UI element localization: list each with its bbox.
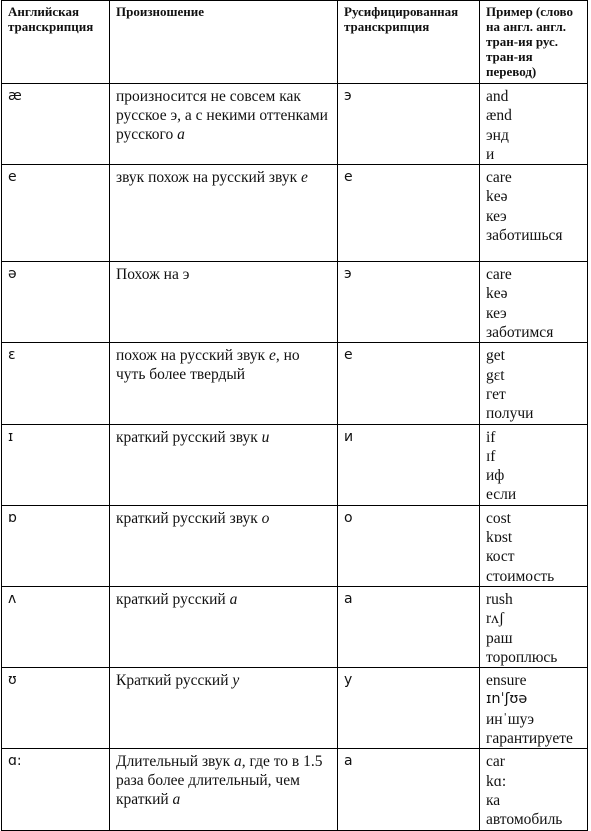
example-rus-transcription: кеэ	[486, 207, 507, 225]
ipa-symbol-cell: ɑ:	[2, 749, 110, 830]
example-rus-transcription: инˈшуэ	[486, 710, 535, 728]
example-rus-transcription: иф	[486, 467, 505, 485]
header-english-transcription: Английская транскрипция	[2, 1, 110, 84]
russified-cell: а	[338, 749, 480, 830]
table-row	[2, 343, 588, 424]
header-row	[2, 1, 588, 84]
example-translation: заботишься	[486, 227, 563, 245]
russified-cell: е	[338, 343, 480, 424]
example-cell	[480, 586, 588, 667]
ipa-symbol-cell: e	[2, 165, 110, 262]
example-translation: и	[486, 145, 495, 163]
table-row	[2, 84, 588, 165]
example-rus-transcription: энд	[486, 126, 509, 144]
russified-cell: и	[338, 424, 480, 505]
example-rus-transcription: кост	[486, 548, 515, 566]
example-word: car	[486, 753, 505, 771]
pronunciation-cell: произносится не совсем как русское э, а с некими оттенками русского а	[110, 84, 338, 165]
table-row	[2, 749, 588, 830]
russified-cell: о	[338, 505, 480, 586]
transcription-table	[1, 0, 588, 831]
example-eng-transcription: keə	[486, 188, 508, 206]
pronunciation-cell: похож на русский звук е, но чуть более твердый	[110, 343, 338, 424]
example-word: care	[486, 169, 512, 187]
ipa-symbol-cell: ɪ	[2, 424, 110, 505]
example-word: cost	[486, 509, 511, 527]
example-word: get	[486, 347, 505, 365]
russified-cell: е	[338, 165, 480, 262]
example-translation: тороплюсь	[486, 648, 558, 666]
pronunciation-cell: Похож на э	[110, 262, 338, 343]
table-row	[2, 505, 588, 586]
example-eng-transcription: rʌʃ	[486, 610, 505, 628]
example-rus-transcription: ка	[486, 791, 501, 809]
header-pronunciation: Произношение	[110, 1, 338, 84]
header-russified-transcription: Русифицированная транскрипция	[338, 1, 480, 84]
example-rus-transcription: гет	[486, 385, 506, 403]
example-cell	[480, 165, 588, 262]
ipa-symbol-cell: ə	[2, 262, 110, 343]
pronunciation-cell: краткий русский а	[110, 586, 338, 667]
table-row	[2, 165, 588, 262]
example-cell	[480, 424, 588, 505]
example-cell	[480, 84, 588, 165]
example-eng-transcription: ɪf	[486, 447, 496, 465]
example-translation: стоимость	[486, 567, 555, 585]
ipa-symbol-cell: ɒ	[2, 505, 110, 586]
ipa-symbol-cell: ʊ	[2, 668, 110, 749]
example-eng-transcription: ænd	[486, 107, 512, 125]
example-eng-transcription: keə	[486, 285, 508, 303]
example-eng-transcription: kɒst	[486, 529, 513, 547]
example-cell	[480, 505, 588, 586]
example-cell	[480, 343, 588, 424]
example-word: if	[486, 428, 496, 446]
russified-cell: а	[338, 586, 480, 667]
example-translation: автомобиль	[486, 811, 563, 829]
ipa-symbol-cell: ʌ	[2, 586, 110, 667]
example-word: rush	[486, 590, 513, 608]
example-eng-transcription: kɑ:	[486, 772, 507, 790]
pronunciation-cell: звук похож на русский звук е	[110, 165, 338, 262]
table-row	[2, 586, 588, 667]
russified-cell: э	[338, 262, 480, 343]
example-eng-transcription: gɛt	[486, 366, 505, 384]
example-cell	[480, 749, 588, 830]
pronunciation-cell: Длительный звук а, где то в 1.5 раза более длительный, чем краткий а	[110, 749, 338, 830]
table-row	[2, 424, 588, 505]
header-example: Пример (слово на англ. англ. тран-ия рус. тран-ия перевод)	[480, 1, 588, 84]
example-word: care	[486, 266, 512, 284]
example-eng-transcription: ɪnˈʃʊə	[486, 691, 528, 708]
example-rus-transcription: раш	[486, 629, 513, 647]
example-translation: гарантируете	[486, 730, 573, 748]
example-word: ensure	[486, 672, 527, 690]
pronunciation-cell: Краткий русский у	[110, 668, 338, 749]
russified-cell: у	[338, 668, 480, 749]
ipa-symbol-cell: ɛ	[2, 343, 110, 424]
example-translation: если	[486, 486, 517, 504]
russified-cell: э	[338, 84, 480, 165]
table-row	[2, 262, 588, 343]
example-rus-transcription: кеэ	[486, 304, 507, 322]
example-cell	[480, 262, 588, 343]
pronunciation-cell: краткий русский звук и	[110, 424, 338, 505]
ipa-symbol-cell: æ	[2, 84, 110, 165]
example-word: and	[486, 88, 509, 105]
example-cell	[480, 668, 588, 749]
table-row	[2, 668, 588, 749]
example-translation: получи	[486, 405, 534, 423]
example-translation: заботимся	[486, 324, 554, 342]
pronunciation-cell: краткий русский звук о	[110, 505, 338, 586]
